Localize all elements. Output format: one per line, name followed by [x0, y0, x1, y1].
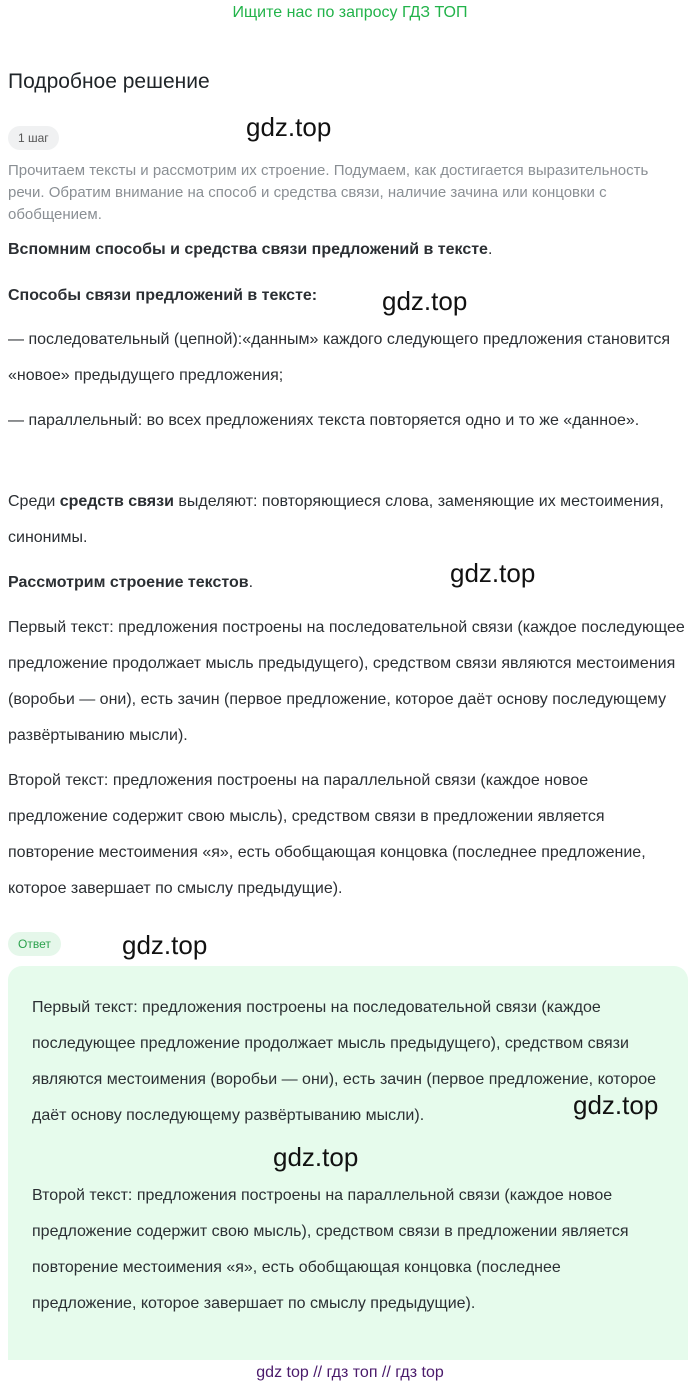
examine-heading-bold: Рассмотрим строение текстов	[8, 574, 249, 591]
search-banner: Ищите нас по запросу ГДЗ ТОП	[232, 4, 468, 21]
means-paragraph	[8, 484, 688, 556]
answer-text2: Второй текст: предложения построены на параллельной связи (каждое новое предложение содержит свою мысль), средством связи в предложении является повторение местоимения «я», есть обобщающая концовка (последнее предложение, которое завершает по смыслу предыдущие).	[32, 1187, 629, 1312]
answer-text1: Первый текст: предложения построены на последовательной связи (каждое последующее предложение продолжает мысль предыдущего), средством связи являются местоимения (воробьи — они), есть зачин (первое предложение, которое даёт основу последующему развёртыванию мысли).	[32, 999, 657, 1124]
watermark: gdz.top	[382, 286, 468, 316]
text2-paragraph: Второй текст: предложения построены на параллельной связи (каждое новое предложение содержит свою мысль), средством связи в предложении является повторение местоимения «я», есть обобщающая концовка (последнее предложение, которое завершает по смыслу предыдущие).	[8, 772, 646, 897]
ways-heading: Способы связи предложений в тексте:	[8, 287, 318, 304]
examine-heading-tail: .	[248, 574, 254, 591]
recall-heading-bold: Вспомним способы и средства связи предложений в тексте	[8, 241, 488, 258]
watermark: gdz.top	[450, 558, 536, 588]
recall-heading-tail: .	[487, 241, 493, 258]
footer-watermark: gdz top // гдз топ // гдз top	[256, 1364, 444, 1381]
intro-text: Прочитаем тексты и рассмотрим их строение. Подумаем, как достигается выразительность речи. Обратим внимание на способ и средства связи, наличие зачина или концовки с обобщением.	[8, 162, 649, 223]
text1-paragraph: Первый текст: предложения построены на последовательной связи (каждое последующее предложение продолжает мысль предыдущего), средством связи являются местоимения (воробьи — они), есть зачин (первое предложение, которое даёт основу последующему развёртыванию мысли).	[8, 619, 685, 744]
recall-heading	[8, 232, 688, 268]
means-prefix: Среди	[8, 493, 60, 510]
watermark: gdz.top	[246, 112, 332, 142]
means-bold: средств связи	[59, 493, 174, 510]
means-suffix: выделяют: повторяющиеся слова, заменяющие их местоимения, синонимы.	[8, 493, 664, 546]
step-badge: 1 шаг	[8, 126, 59, 150]
examine-heading	[8, 565, 688, 601]
way-sequential: — последовательный (цепной):«данным» каждого следующего предложения становится «новое» предыдущего предложения;	[8, 331, 671, 384]
watermark: gdz.top	[122, 930, 208, 960]
page-title: Подробное решение	[8, 70, 210, 93]
answer-badge: Ответ	[8, 932, 61, 956]
watermark: gdz.top	[573, 1090, 659, 1120]
watermark: gdz.top	[273, 1142, 359, 1172]
way-parallel: — параллельный: во всех предложениях текста повторяется одно и то же «данное».	[8, 412, 640, 429]
